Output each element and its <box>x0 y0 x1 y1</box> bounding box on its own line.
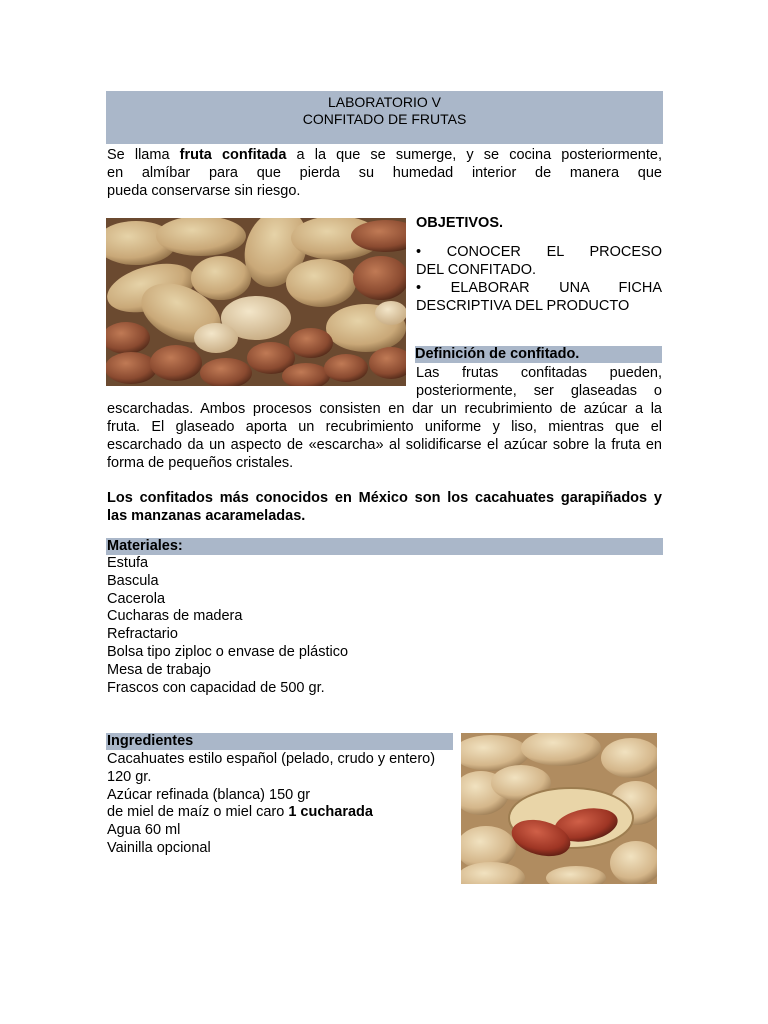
intro-paragraph <box>107 146 662 200</box>
intro-line-1: Se llama fruta confitada a la que se sumerge, y se cocina posteriormente, <box>107 147 662 163</box>
list-item: Bascula <box>107 572 159 589</box>
materials-heading: Materiales: <box>106 538 663 555</box>
list-item: Cacahuates estilo español (pelado, crudo y entero) <box>107 751 436 767</box>
objective-2-line-1: • ELABORAR UNA FICHA <box>416 280 662 296</box>
materials-list <box>107 555 507 697</box>
definition-paragraph: escarchadas. Ambos procesos consisten en dar un recubrimiento de azúcar a la fruta. El glaseado aporta un recubrimiento uniforme y liso, mientras que el escarchado da un aspecto de «escarcha» al solidificarse el azúcar sobre la fruta en forma de pequeños cristales. <box>107 401 662 471</box>
ingredients-heading: Ingredientes <box>106 733 453 750</box>
list-item: Cacerola <box>107 590 166 607</box>
definition-heading: Definición de confitado. <box>415 346 662 363</box>
peanuts-closeup-photo <box>461 733 657 884</box>
list-item: Refractario <box>107 626 178 643</box>
list-item: Mesa de trabajo <box>107 661 211 678</box>
intro-term: fruta confitada <box>179 147 287 163</box>
list-item: Estufa <box>107 555 149 571</box>
list-item: Azúcar refinada (blanca) 150 gr <box>107 786 311 803</box>
list-item: de miel de maíz o miel caro 1 cucharada <box>107 804 373 821</box>
objectives-list <box>416 243 662 315</box>
page-subtitle: CONFITADO DE FRUTAS <box>302 111 467 127</box>
list-item: Vainilla opcional <box>107 839 211 856</box>
title-banner <box>106 91 663 144</box>
definition-side-text: Las frutas confitadas pueden, posteriormente, ser glaseadas o <box>416 365 662 399</box>
objective-1-line-2: DEL CONFITADO. <box>416 262 537 278</box>
intro-line-2: en almíbar para que pierda su humedad interior de manera que <box>107 165 662 181</box>
list-item: Agua 60 ml <box>107 822 181 839</box>
list-item: 120 gr. <box>107 768 152 785</box>
ingredients-list <box>107 751 457 858</box>
bullet-icon: • <box>416 244 422 260</box>
list-item: Frascos con capacidad de 500 gr. <box>107 679 325 696</box>
objective-2-line-2: DESCRIPTIVA DEL PRODUCTO <box>416 298 630 314</box>
intro-line-3: pueda conservarse sin riesgo. <box>107 183 301 199</box>
highlight-paragraph: Los confitados más conocidos en México son los cacahuates garapiñados y las manzanas acarameladas. <box>107 490 662 524</box>
peanuts-photo <box>106 218 406 386</box>
list-item: Bolsa tipo ziploc o envase de plástico <box>107 643 349 660</box>
page-title: LABORATORIO V <box>327 94 442 110</box>
objectives-heading: OBJETIVOS. <box>416 215 504 231</box>
objective-1-line-1: • CONOCER EL PROCESO <box>416 244 662 260</box>
list-item: Cucharas de madera <box>107 608 243 625</box>
bullet-icon: • <box>416 280 422 296</box>
